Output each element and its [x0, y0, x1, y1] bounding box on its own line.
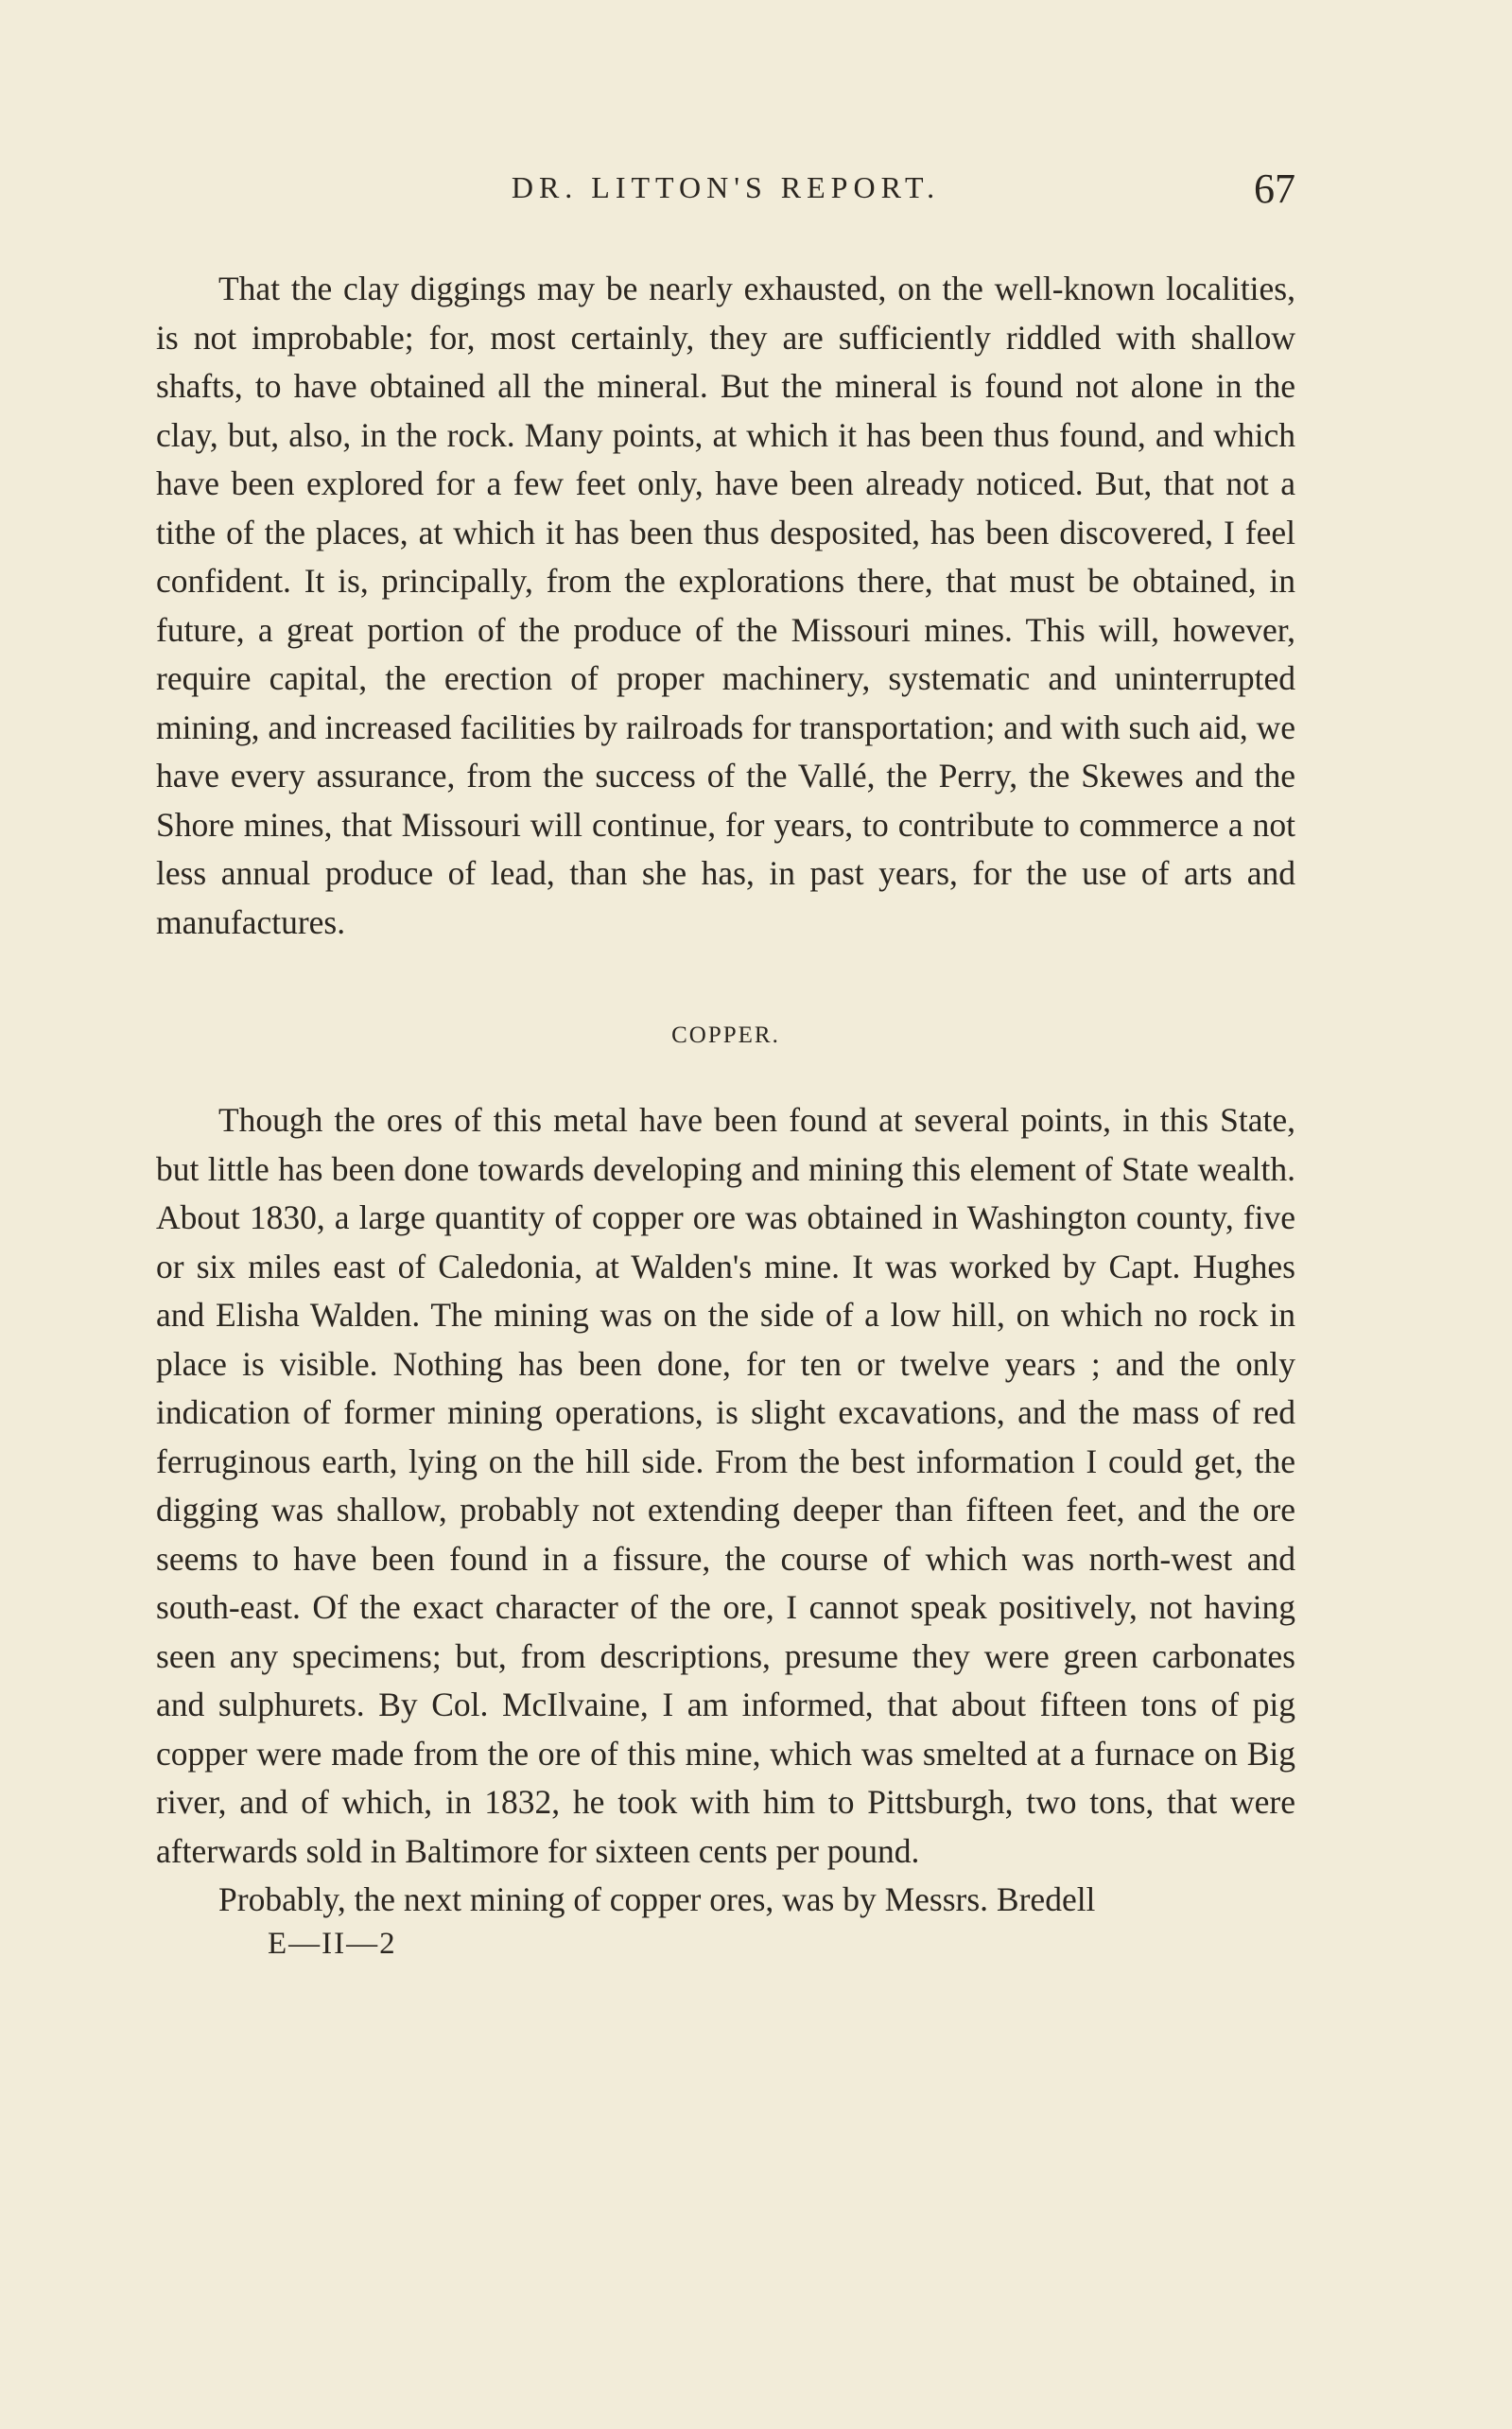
section-title-copper: COPPER.	[671, 1022, 780, 1048]
signature-mark: E—II—2	[268, 1926, 397, 1961]
paragraph-copper-walden-mine: Though the ores of this metal have been found at several points, in this State, but little has been done towards developing and mining this element of State wealth. About 1830, a large quantity of copper ore was obtained in Washington county, five or six miles east of Caledonia, at Walden's mine. It was worked by Capt. Hughes and Elisha Walden. The mining was on the side of a low hill, on which no rock in place is visible. Nothing has been done, for ten or twelve years ; and the only indication of former mining operations, is slight excavations, and the mass of red ferruginous earth, lying on the hill side. From the best information I could get, the digging was shallow, probably not extending deeper than fifteen feet, and the ore seems to have been found in a fissure, the course of which was north-west and south-east. Of the exact character of the ore, I cannot speak positively, not having seen any specimens; but, from descriptions, presume they were green carbonates and sulphurets. By Col. McIlvaine, I am informed, that about fifteen tons of pig copper were made from the ore of this mine, which was smelted at a furnace on Big river, and of which, in 1832, he took with him to Pittsburgh, two tons, that were afterwards sold in Baltimore for sixteen cents per pound.	[156, 1101, 1295, 1870]
running-head: DR. LITTON'S REPORT.	[511, 170, 941, 204]
paragraph-lead-mining: That the clay diggings may be nearly exhausted, on the well-known localities, is not improbable; for, most certainly, they are sufficiently riddled with shallow shafts, to have obtained all the mineral. But the mineral is found not alone in the clay, but, also, in the rock. Many points, at which it has been thus found, and which have been explored for a few feet only, have been already noticed. But, that not a tithe of the places, at which it has been thus desposited, has been discovered, I feel confident. It is, principally, from the explorations there, that must be obtained, in future, a great portion of the produce of the Missouri mines. This will, however, require capital, the erection of proper machinery, systematic and uninterrupted mining, and increased facilities by railroads for transportation; and with such aid, we have every assurance, from the success of the Vallé, the Perry, the Skewes and the Shore mines, that Missouri will continue, for years, to contribute to commerce a not less annual produce of lead, than she has, in past years, for the use of arts and manufactures.	[156, 270, 1295, 941]
page-body	[156, 265, 1295, 1963]
paragraph-copper-bredell: Probably, the next mining of copper ores, was by Messrs. Bredell	[218, 1880, 1096, 1918]
page-number: 67	[1254, 166, 1295, 212]
page-header	[156, 161, 1295, 218]
